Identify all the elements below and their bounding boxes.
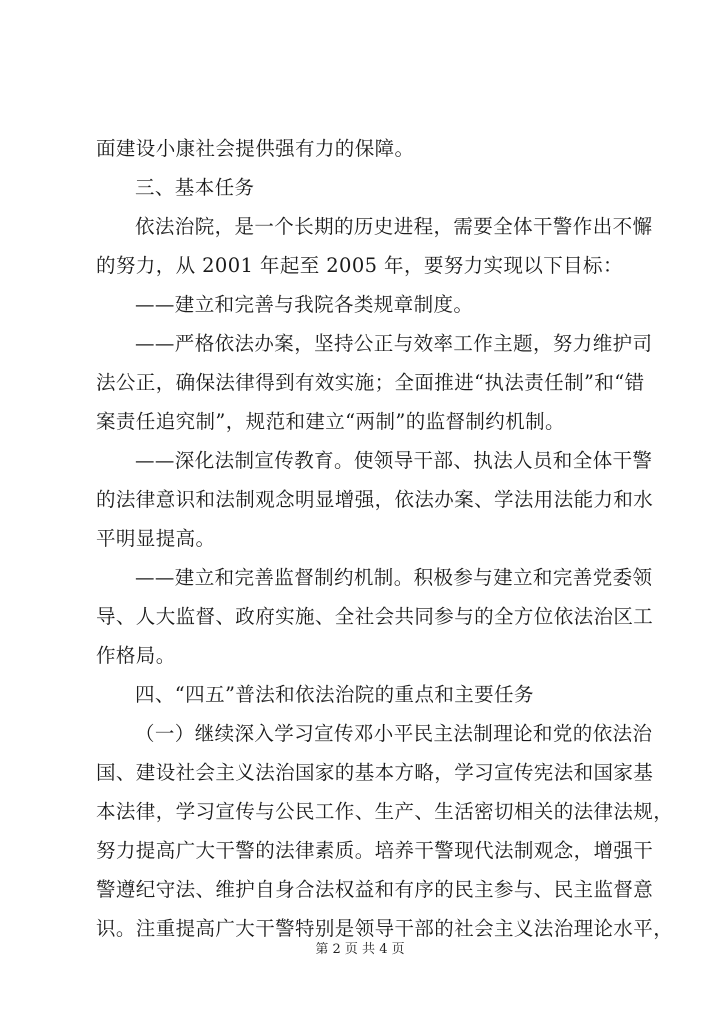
text-line: ——建立和完善监督制约机制。积极参与建立和完善党委领	[135, 566, 653, 589]
text-line: 平明显提高。	[96, 527, 216, 550]
text-line: 案责任追究制”，规范和建立“两制”的监督制约机制。	[96, 410, 565, 433]
text-line: ——建立和完善与我院各类规章制度。	[135, 293, 474, 316]
text-line: 作格局。	[96, 644, 176, 667]
text-line: （一）继续深入学习宣传邓小平民主法制理论和党的依法治	[135, 722, 653, 745]
text-line: 依法治院，是一个长期的历史进程，需要全体干警作出不懈	[135, 215, 653, 238]
text-line: ——严格依法办案，坚持公正与效率工作主题，努力维护司	[135, 332, 653, 355]
text-line: 的努力，从 2001 年起至 2005 年，要努力实现以下目标：	[96, 254, 623, 277]
text-line: 导、人大监督、政府实施、全社会共同参与的全方位依法治区工	[96, 605, 654, 628]
section-heading: 三、基本任务	[135, 176, 255, 199]
section-heading: 四、“四五”普法和依法治院的重点和主要任务	[135, 683, 534, 706]
text-line: 努力提高广大干警的法律素质。培养干警现代法制观念，增强干	[96, 839, 654, 862]
text-line: 法公正，确保法律得到有效实施；全面推进“执法责任制”和“错	[96, 371, 645, 394]
text-line: ——深化法制宣传教育。使领导干部、执法人员和全体干警	[135, 449, 653, 472]
text-line: 国、建设社会主义法治国家的基本方略，学习宣传宪法和国家基	[96, 761, 654, 784]
page-footer: 第 2 页 共 4 页	[315, 942, 405, 957]
text-line: 面建设小康社会提供强有力的保障。	[96, 137, 415, 160]
text-line: 警遵纪守法、维护自身合法权益和有序的民主参与、民主监督意	[96, 878, 654, 901]
text-line: 本法律，学习宣传与公民工作、生产、生活密切相关的法律法规，	[96, 800, 674, 823]
text-line: 识。注重提高广大干警特别是领导干部的社会主义法治理论水平，	[96, 917, 674, 940]
text-line: 的法律意识和法制观念明显增强，依法办案、学法用法能力和水	[96, 488, 654, 511]
